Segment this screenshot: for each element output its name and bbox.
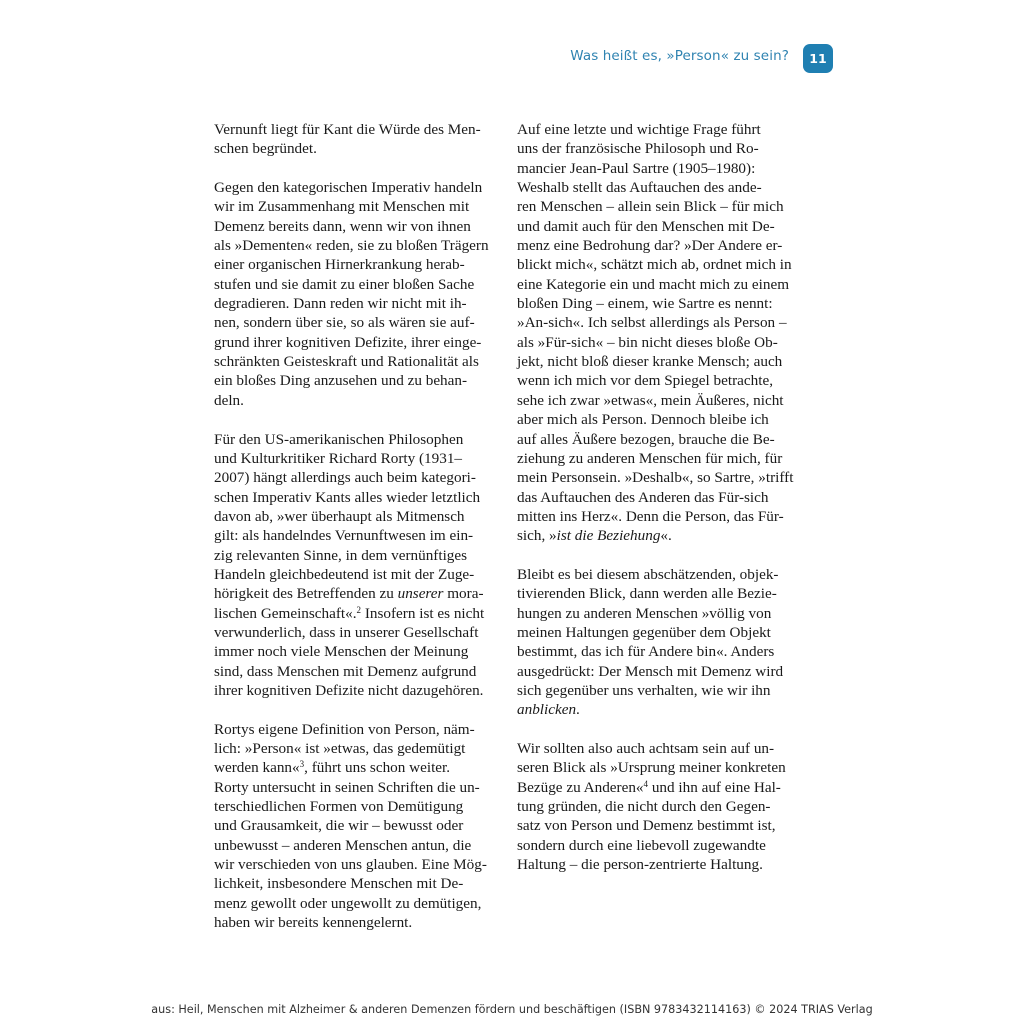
text-line: mancier Jean-Paul Sartre (1905–1980):: [517, 159, 756, 177]
text-line: ausgedrückt: Der Mensch mit Demenz wird: [517, 662, 784, 680]
text-line: bestimmt, das ich für Andere bin«. Anders: [517, 643, 775, 661]
text-line: terschiedlichen Formen von Demütigung: [214, 798, 464, 816]
paragraph: [517, 120, 797, 546]
text-line: wir verschieden von uns glauben. Eine Mög-: [214, 856, 487, 874]
text-line: Bleibt es bei diesem abschätzenden, objek-: [517, 565, 779, 583]
paragraph: [214, 720, 494, 933]
text-line: zig relevanten Sinne, in dem vernünftiges: [214, 546, 468, 564]
text-line: uns der französische Philosoph und Ro-: [517, 140, 759, 158]
paragraph: [517, 739, 797, 874]
text-line: menz gewollt oder ungewollt zu demütigen,: [214, 894, 482, 912]
text-line: aber mich als Person. Dennoch bleibe ich: [517, 411, 769, 429]
text-line: Rorty untersucht in seinen Schriften die un-: [214, 778, 480, 796]
text-line: als »Dementen« reden, sie zu bloßen Trägern: [214, 237, 489, 255]
text-line: jekt, nicht bloß dieser kranke Mensch; auch: [517, 353, 783, 371]
text-line: lichkeit, insbesondere Menschen mit De-: [214, 875, 464, 893]
text-line: gilt: als handelndes Vernunftwesen im ein-: [214, 527, 474, 545]
text-line: haben wir bereits kennengelernt.: [214, 914, 413, 932]
text-line: mitten ins Herz«. Denn die Person, das Für-: [517, 507, 784, 525]
text-line: ihrer kognitiven Defizite nicht dazugehören.: [214, 681, 484, 699]
text-line: wir im Zusammenhang mit Menschen mit: [214, 198, 470, 216]
text-line: schränkten Geisteskraft und Rationalität als: [214, 353, 479, 371]
text-line: werden kann«$^3$, führt uns schon weiter.: [214, 759, 451, 777]
text-line: »An-sich«. Ich selbst allerdings als Person –: [517, 314, 787, 332]
text-line: sehe ich zwar »etwas«, mein Äußeres, nicht: [517, 391, 784, 409]
text-line: und damit auch für den Menschen mit De-: [517, 217, 775, 235]
text-line: unbewusst – anderen Menschen antun, die: [214, 836, 472, 854]
text-line: schen begründet.: [214, 140, 317, 158]
text-line: nen, sondern über sie, so als wären sie auf-: [214, 314, 475, 332]
text-line: hörigkeit des Betreffenden zu unserer mora-: [214, 585, 484, 603]
text-line: tivierenden Blick, dann werden alle Bezie-: [517, 585, 777, 603]
text-line: als »Für-sich« – bin nicht dieses bloße Ob-: [517, 333, 778, 351]
paragraph: [214, 178, 494, 410]
text-line: ein bloßes Ding anzusehen und zu behan-: [214, 372, 468, 390]
text-line: Haltung – die person-zentrierte Haltung.: [517, 856, 763, 874]
text-line: seren Blick als »Ursprung meiner konkreten: [517, 759, 786, 777]
text-line: meinen Haltungen gegenüber dem Objekt: [517, 623, 771, 641]
text-line: Rortys eigene Definition von Person, näm-: [214, 720, 475, 738]
paragraph: [214, 430, 494, 701]
text-line: sind, dass Menschen mit Demenz aufgrund: [214, 662, 477, 680]
text-line: und Kulturkritiker Richard Rorty (1931–: [214, 449, 463, 467]
text-line: und Grausamkeit, die wir – bewusst oder: [214, 817, 464, 835]
text-line: wenn ich mich vor dem Spiegel betrachte,: [517, 372, 773, 390]
text-line: das Auftauchen des Anderen das Für-sich: [517, 488, 769, 506]
text-line: Wir sollten also auch achtsam sein auf un-: [517, 740, 775, 757]
text-line: blickt mich«, schätzt mich ab, ordnet mich in: [517, 256, 792, 274]
text-line: davon ab, »wer überhaupt als Mitmensch: [214, 507, 465, 525]
text-line: Auf eine letzte und wichtige Frage führt: [517, 121, 761, 138]
page-number-badge: 11: [803, 44, 833, 73]
text-line: lischen Gemeinschaft«.$^2$ Insofern ist es nicht: [214, 604, 485, 622]
text-line: satz von Person und Demenz bestimmt ist,: [517, 817, 776, 835]
text-line: Demenz bereits dann, wenn wir von ihnen: [214, 217, 471, 235]
left-text-column: [214, 120, 494, 952]
paragraph: [517, 565, 797, 720]
text-line: sich, »ist die Beziehung«.: [517, 527, 672, 545]
text-line: sondern durch eine liebevoll zugewandte: [517, 836, 766, 854]
text-line: lich: »Person« ist »etwas, das gedemütigt: [214, 740, 466, 757]
text-line: hungen zu anderen Menschen »völlig von: [517, 604, 772, 622]
text-line: Handeln gleichbedeutend ist mit der Zuge-: [214, 565, 475, 583]
text-line: anblicken.: [517, 701, 580, 719]
text-line: Gegen den kategorischen Imperativ handeln: [214, 179, 483, 197]
text-line: Vernunft liegt für Kant die Würde des Men-: [214, 121, 481, 138]
text-line: degradieren. Dann reden wir nicht mit ih-: [214, 295, 467, 313]
text-line: verwunderlich, dass in unserer Gesellschaft: [214, 623, 479, 641]
source-footer: aus: Heil, Menschen mit Alzheimer & anderen Demenzen fördern und beschäftigen (ISBN 9783432114163) © 2024 TRIAS Verlag: [151, 1003, 873, 1016]
right-text-column: [517, 120, 797, 894]
text-line: Weshalb stellt das Auftauchen des ande-: [517, 179, 762, 197]
text-line: tung gründen, die nicht durch den Gegen-: [517, 798, 771, 816]
text-line: menz eine Bedrohung dar? »Der Andere er-: [517, 237, 783, 255]
text-line: ren Menschen – allein sein Blick – für mich: [517, 198, 784, 216]
text-line: ziehung zu anderen Menschen für mich, für: [517, 449, 783, 467]
text-line: sich gegenüber uns verhalten, wie wir ihn: [517, 681, 771, 699]
text-line: bloßen Ding – einem, wie Sartre es nennt:: [517, 295, 773, 313]
text-line: Für den US-amerikanischen Philosophen: [214, 430, 464, 448]
text-line: schen Imperativ Kants alles wieder letztlich: [214, 488, 481, 506]
text-line: 2007) hängt allerdings auch beim kategori-: [214, 469, 476, 487]
text-line: Bezüge zu Anderen«$^4$ und ihn auf eine Hal-: [517, 778, 781, 796]
text-line: deln.: [214, 391, 244, 409]
text-line: mein Personsein. »Deshalb«, so Sartre, »trifft: [517, 469, 794, 487]
text-line: auf alles Äußere bezogen, brauche die Be-: [517, 430, 775, 448]
text-line: immer noch viele Menschen der Meinung: [214, 643, 469, 661]
text-line: stufen und sie damit zu einer bloßen Sache: [214, 275, 475, 293]
paragraph: [214, 120, 494, 159]
text-line: grund ihrer kognitiven Defizite, ihrer einge-: [214, 333, 482, 351]
text-line: einer organischen Hirnerkrankung herab-: [214, 256, 465, 274]
text-line: eine Kategorie ein und macht mich zu einem: [517, 275, 790, 293]
running-title: Was heißt es, »Person« zu sein?: [570, 48, 789, 64]
